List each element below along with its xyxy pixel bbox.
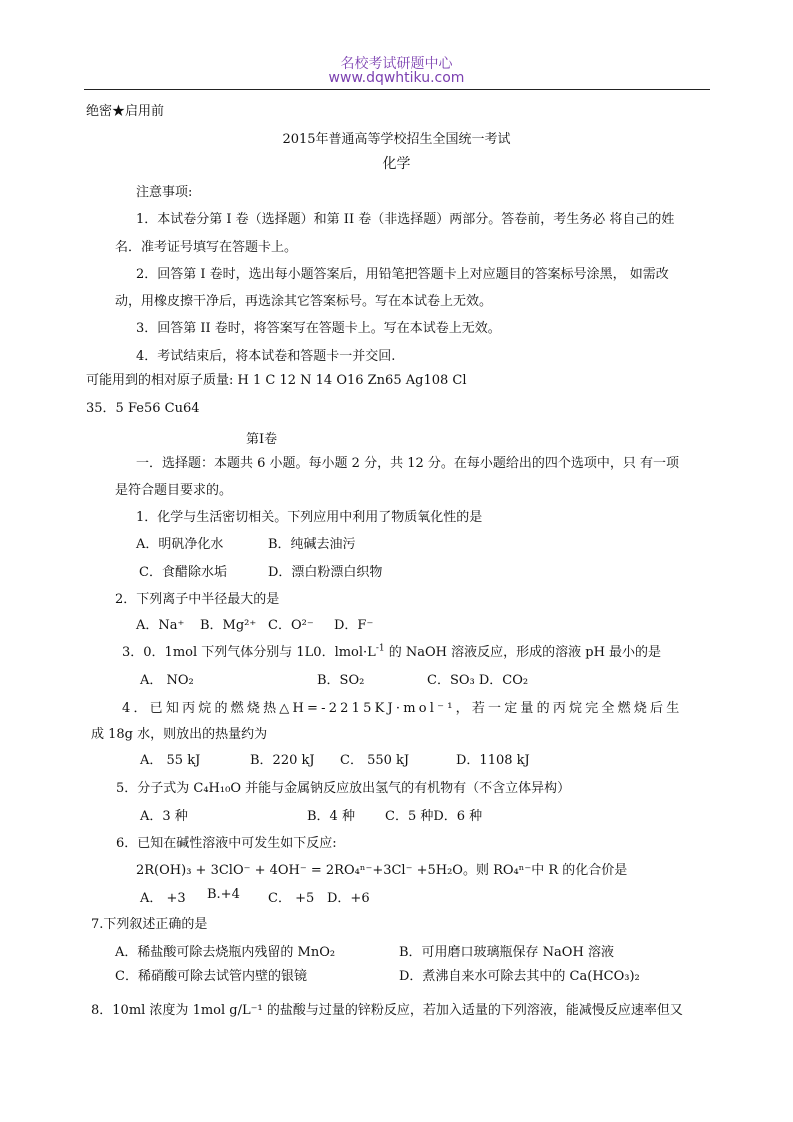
q6-option-a: A． +3	[140, 891, 186, 906]
q2-option-d: D．F⁻	[334, 618, 374, 633]
q3-stem-superscript: -1	[375, 643, 385, 654]
q5-option-cd: C．5 种D．6 种	[385, 809, 483, 824]
notice-2b: 动，用橡皮擦干净后，再选涂其它答案标号。写在本试卷上无效。	[115, 294, 493, 309]
notice-1a: 1．本试卷分第 I 卷（选择题）和第 II 卷（非选择题）两部分。答卷前，考生务必 将自己的姓	[136, 212, 675, 227]
q4-option-b: B．220 kJ	[250, 753, 315, 768]
q4-stem-a: 4．已知丙烷的燃烧热△H=-2215KJ·mol⁻¹，若一定量的丙烷完全燃烧后生	[122, 701, 683, 716]
part1-heading: 第Ⅰ卷	[246, 432, 278, 447]
q6-option-c: C． +5	[268, 891, 315, 906]
q4-option-a: A． 55 kJ	[140, 753, 201, 768]
q3-option-cd: C．SO₃ D．CO₂	[427, 673, 529, 688]
q3-option-b: B．SO₂	[317, 673, 365, 688]
atomic-mass-line2: 35．5 Fe56 Cu64	[86, 401, 200, 416]
q3-stem-part2: 的 NaOH 溶液反应，形成的溶液 pH 最小的是	[384, 645, 662, 660]
exam-title: 2015年普通高等学校招生全国统一考试	[282, 132, 511, 147]
q6-option-b: B.+4	[207, 887, 240, 902]
q6-stem: 6．已知在碱性溶液中可发生如下反应:	[116, 836, 337, 851]
brand-name: 名校考试研题中心	[340, 56, 453, 72]
q2-option-b: B．Mg²⁺	[200, 618, 257, 633]
brand-url[interactable]: www.dqwhtiku.com	[328, 70, 465, 86]
q5-option-a: A．3 种	[140, 809, 188, 824]
q4-option-d: D．1108 kJ	[456, 753, 530, 768]
q6-equation: 2R(OH)₃ + 3ClO⁻ + 4OH⁻ = 2RO₄ⁿ⁻+3Cl⁻ +5H₂O。则 RO₄ⁿ⁻中 R 的化合价是	[136, 863, 628, 878]
q4-option-c: C． 550 kJ	[340, 753, 410, 768]
q7-option-c: C．稀硝酸可除去试管内壁的银镜	[115, 969, 307, 984]
notice-4: 4．考试结束后，将本试卷和答题卡一并交回.	[136, 349, 396, 364]
section1-intro-a: 一．选择题：本题共 6 小题。每小题 2 分，共 12 分。在每小题给出的四个选项中，只 有一项	[136, 456, 680, 471]
q4-stem-b: 成 18g 水，则放出的热量约为	[91, 727, 268, 742]
header-divider	[84, 89, 710, 90]
q3-stem-part1: 3．0．1mol 下列气体分别与 1L0．lmol·L	[122, 645, 376, 660]
secret-label: 绝密★启用前	[86, 104, 165, 119]
q2-stem: 2．下列离子中半径最大的是	[115, 592, 280, 607]
q6-option-d: D．+6	[327, 891, 370, 906]
q3-stem	[122, 641, 661, 660]
q2-option-a: A．Na⁺	[136, 618, 185, 633]
q2-option-c: C．O²⁻	[268, 618, 314, 633]
q1-option-b: B．纯碱去油污	[268, 537, 356, 552]
q5-option-b: B．4 种	[307, 809, 355, 824]
q1-option-a: A．明矾净化水	[136, 537, 224, 552]
q7-option-b: B．可用磨口玻璃瓶保存 NaOH 溶液	[399, 945, 614, 960]
q1-option-c: C．食醋除水垢	[139, 565, 227, 580]
notice-1b: 名．准考证号填写在答题卡上。	[115, 240, 298, 255]
notice-2a: 2．回答第 I 卷时，选出每小题答案后，用铅笔把答题卡上对应题目的答案标号涂黑， 如需改	[136, 267, 669, 282]
section1-intro-b: 是符合题目要求的。	[115, 483, 233, 498]
q7-stem: 7.下列叙述正确的是	[91, 917, 208, 932]
q1-stem: 1．化学与生活密切相关。下列应用中利用了物质氧化性的是	[136, 510, 483, 525]
q3-option-a: A． NO₂	[140, 673, 194, 688]
q1-option-d: D．漂白粉漂白织物	[268, 565, 383, 580]
q7-option-a: A．稀盐酸可除去烧瓶内残留的 MnO₂	[115, 945, 336, 960]
q8-stem: 8．10ml 浓度为 1mol g/L⁻¹ 的盐酸与过量的锌粉反应，若加入适量的下列溶液，能减慢反应速率但又	[91, 1003, 683, 1018]
q5-stem: 5．分子式为 C₄H₁₀O 并能与金属钠反应放出氢气的有机物有（不含立体异构）	[116, 781, 571, 796]
q7-option-d: D．煮沸自来水可除去其中的 Ca(HCO₃)₂	[399, 969, 640, 984]
atomic-mass-line1: 可能用到的相对原子质量: H 1 C 12 N 14 O16 Zn65 Ag108 Cl	[86, 373, 467, 388]
notice-heading: 注意事项:	[136, 185, 193, 200]
notice-3: 3．回答第 II 卷时，将答案写在答题卡上。写在本试卷上无效。	[136, 321, 501, 336]
subject-title: 化学	[382, 156, 411, 172]
